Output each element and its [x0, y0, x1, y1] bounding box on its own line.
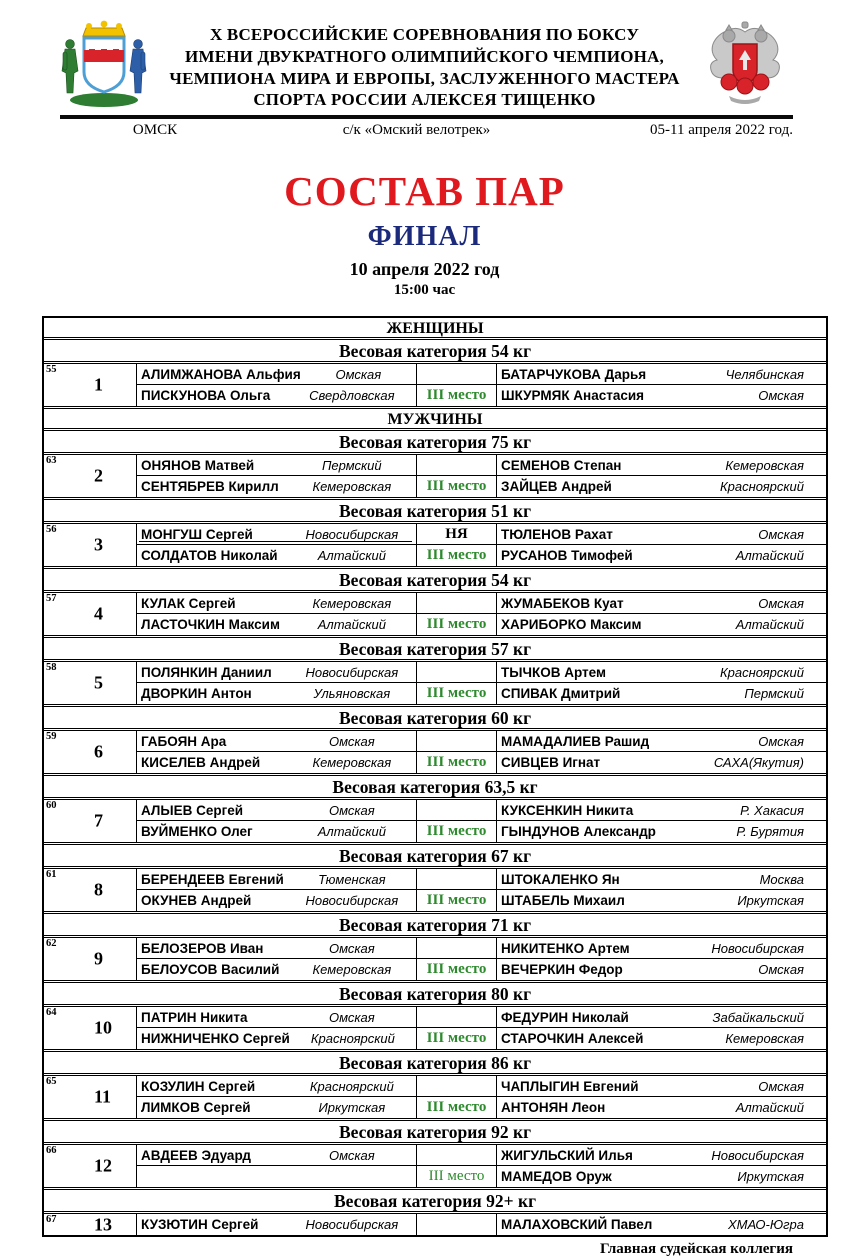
red-corner-fighter: [137, 1145, 416, 1166]
red-corner-fighter: [137, 1166, 416, 1187]
bout-corner-number: 59: [46, 731, 57, 742]
result-place-cell: [416, 752, 497, 773]
fighter-region: Омская: [758, 733, 804, 749]
blue-corner-fighter: [497, 1145, 826, 1166]
bout-number: 13: [94, 1214, 112, 1234]
competition-title-line: Х ВСЕРОССИЙСКИЕ СОРЕВНОВАНИЯ ПО БОКСУ: [209, 25, 639, 44]
blue-corner-fighter: [497, 1097, 826, 1118]
result-top-cell: [416, 364, 497, 385]
fighter-region: Омская: [758, 388, 804, 403]
fighter-region: Кемеровская: [312, 595, 392, 611]
fighter-region: Красноярский: [309, 1078, 394, 1094]
session-time: 15:00 час: [393, 282, 456, 298]
fighter-region: Омская: [758, 526, 804, 542]
bout-corner-number: 60: [46, 800, 57, 811]
bout-corner-number: 66: [46, 1145, 57, 1156]
fighter-region: Кемеровская: [725, 457, 804, 473]
bout-number: 11: [94, 1086, 112, 1107]
fighter-region: Омская: [328, 1009, 375, 1025]
bout-number: 12: [94, 1155, 112, 1176]
bout-corner-number: 62: [46, 938, 57, 949]
third-place-label: III место: [426, 547, 487, 563]
blue-corner-fighter: [497, 890, 826, 911]
fighter-region: Кемеровская: [725, 1031, 804, 1046]
blue-corner-fighter: [497, 524, 826, 545]
blue-corner-fighter: [497, 364, 826, 385]
competition-title-line: ЧЕМПИОНА МИРА И ЕВРОПЫ, ЗАСЛУЖЕННОГО МАСТЕРА: [169, 68, 680, 88]
fighter-name: СЕНТЯБРЕВ Кирилл: [141, 479, 279, 494]
bout-number: 5: [94, 672, 103, 693]
bout-number: 3: [94, 534, 103, 555]
red-corner-fighter: [137, 890, 416, 911]
weight-category-row: Весовая категория 63,5 кг: [44, 776, 826, 800]
result-place-cell: [416, 1166, 497, 1187]
bout-row: [44, 1214, 826, 1235]
fighter-region: Новосибирская: [711, 1147, 804, 1163]
bout-number-cell: [44, 1076, 137, 1118]
red-corner-fighter: [137, 662, 416, 683]
fighter-region: Челябинская: [725, 366, 804, 382]
result-top-cell: [416, 593, 497, 614]
fighter-name: ЛИМКОВ Сергей: [141, 1100, 251, 1115]
result-place-cell: [416, 890, 497, 911]
red-corner-fighter: [137, 476, 416, 497]
third-place-label: III место: [426, 1030, 487, 1046]
third-place-label: III место: [426, 616, 487, 632]
fighter-region: Кемеровская: [312, 479, 392, 494]
fighter-region: Новосибирская: [305, 893, 399, 908]
blue-corner-fighter: [497, 385, 826, 406]
fighter-region: Омская: [758, 595, 804, 611]
bout-row: [44, 869, 826, 914]
blue-corner-fighter: [497, 1028, 826, 1049]
third-place-label: III место: [426, 754, 487, 770]
blue-corner-fighter: [497, 662, 826, 683]
boxing-federation-eagle-icon: [693, 16, 797, 108]
fighter-region: Красноярский: [310, 1031, 395, 1046]
red-corner-fighter: [137, 545, 416, 566]
fighter-name: ШКУРМЯК Анастасия: [501, 388, 645, 403]
fighter-region: Р. Хакасия: [740, 802, 804, 818]
bout-row: [44, 938, 826, 983]
blue-corner-fighter: [497, 593, 826, 614]
fighter-region: ХМАО-Югра: [727, 1217, 804, 1232]
weight-category-row: Весовая категория 75 кг: [44, 431, 826, 455]
footer-signature: Главная судейская коллегия: [599, 1241, 793, 1257]
bout-row: [44, 593, 826, 638]
fighter-name: БЕЛОЗЕРОВ Иван: [141, 940, 264, 956]
red-corner-fighter: [137, 800, 416, 821]
bout-number-cell: [44, 869, 137, 911]
result-place-cell: [416, 821, 497, 842]
result-place-cell: [416, 476, 497, 497]
fighter-region: Красноярский: [720, 664, 804, 680]
result-top-cell: [416, 938, 497, 959]
fighter-name: ВЕЧЕРКИН Федор: [501, 962, 623, 977]
red-corner-fighter: [137, 1097, 416, 1118]
fighter-name: ПОЛЯНКИН Даниил: [141, 664, 272, 680]
result-place-cell: [416, 614, 497, 635]
red-corner-fighter: [137, 1028, 416, 1049]
blue-corner-fighter: [497, 821, 826, 842]
blue-corner-fighter: [497, 683, 826, 704]
bout-number-cell: [44, 364, 137, 406]
blue-corner-fighter: [497, 752, 826, 773]
competition-title-line: ИМЕНИ ДВУКРАТНОГО ОЛИМПИЙСКОГО ЧЕМПИОНА,: [185, 46, 664, 66]
event-city: ОМСК: [132, 122, 178, 138]
weight-category-row: Весовая категория 86 кг: [44, 1052, 826, 1076]
blue-corner-fighter: [497, 545, 826, 566]
bout-corner-number: 55: [46, 364, 57, 375]
fighter-region: Новосибирская: [305, 526, 399, 542]
third-place-label: III место: [426, 961, 487, 977]
blue-corner-fighter: [497, 476, 826, 497]
pairs-table: [42, 316, 828, 1237]
fighter-name: ГАБОЯН Ара: [141, 733, 227, 749]
fighter-name: ОКУНЕВ Андрей: [141, 893, 252, 908]
fighter-name: МАМЕДОВ Оруж: [501, 1169, 612, 1184]
weight-category-row: Весовая категория 92 кг: [44, 1121, 826, 1145]
result-place-cell: [416, 545, 497, 566]
blue-corner-fighter: [497, 614, 826, 635]
bout-number: 9: [94, 948, 103, 969]
bout-corner-number: 63: [46, 455, 57, 466]
red-corner-fighter: [137, 959, 416, 980]
fighter-name: ДВОРКИН Антон: [141, 686, 252, 701]
fighter-name: ТЮЛЕНОВ Рахат: [501, 526, 613, 542]
competition-title-line: СПОРТА РОССИИ АЛЕКСЕЯ ТИЩЕНКО: [253, 90, 596, 110]
fighter-name: МАМАДАЛИЕВ Рашид: [501, 733, 650, 749]
bout-corner-number: 64: [46, 1007, 57, 1018]
bout-row: [44, 524, 826, 569]
fighter-region: Кемеровская: [312, 962, 392, 977]
fighter-region: САХА(Якутия): [713, 755, 804, 770]
fighter-name: АЛИМЖАНОВА Альфия: [141, 366, 301, 382]
third-place-label: III место: [426, 1099, 487, 1115]
fighter-region: Иркутская: [737, 1169, 804, 1184]
fighter-name: КУЛАК Сергей: [141, 595, 236, 611]
fighter-name: КУЗЮТИН Сергей: [141, 1217, 259, 1232]
fighter-name: СПИВАК Дмитрий: [501, 686, 621, 701]
third-place-label: III место: [426, 685, 487, 701]
result-top-cell: [416, 1145, 497, 1166]
fighter-name: ЖУМАБЕКОВ Куат: [501, 595, 624, 611]
bout-number-cell: [44, 1214, 137, 1235]
red-corner-fighter: [137, 821, 416, 842]
bout-number: 10: [94, 1017, 112, 1038]
result-place-cell: [416, 1028, 497, 1049]
result-place-cell: [416, 959, 497, 980]
red-corner-fighter: [137, 683, 416, 704]
weight-category-row: Весовая категория 67 кг: [44, 845, 826, 869]
bout-row: [44, 800, 826, 845]
bout-corner-number: 57: [46, 593, 57, 604]
fighter-region: Тюменская: [318, 871, 386, 887]
red-corner-fighter: [137, 752, 416, 773]
page-header: [0, 0, 849, 111]
bout-row: [44, 455, 826, 500]
blue-corner-fighter: [497, 800, 826, 821]
fighter-region: Алтайский: [317, 824, 386, 839]
fighter-name: БЕЛОУСОВ Василий: [141, 962, 280, 977]
fighter-region: Омская: [328, 1147, 375, 1163]
blue-corner-fighter: [497, 938, 826, 959]
bout-corner-number: 58: [46, 662, 57, 673]
fighter-region: Новосибирская: [305, 1217, 399, 1232]
fighter-region: Новосибирская: [711, 940, 804, 956]
weight-category-row: Весовая категория 57 кг: [44, 638, 826, 662]
fighter-region: Алтайский: [317, 617, 386, 632]
fighter-region: Свердловская: [309, 388, 395, 403]
result-top-cell: [416, 1076, 497, 1097]
bout-row: [44, 1145, 826, 1190]
fighter-region: Омская: [328, 802, 375, 818]
third-place-label: III место: [426, 892, 487, 908]
fighter-region: Алтайский: [317, 548, 386, 563]
red-corner-fighter: [137, 593, 416, 614]
fighter-region: Омская: [335, 366, 382, 382]
result-top-cell: [416, 455, 497, 476]
fighter-name: ОНЯНОВ Матвей: [141, 457, 255, 473]
weight-category-row: Весовая категория 60 кг: [44, 707, 826, 731]
weight-category-row: Весовая категория 54 кг: [44, 340, 826, 364]
bout-number-cell: [44, 662, 137, 704]
fighter-region: Москва: [759, 871, 804, 887]
fighter-region: Забайкальский: [712, 1009, 804, 1025]
fighter-region: Иркутская: [737, 893, 804, 908]
fighter-name: НИЖНИЧЕНКО Сергей: [141, 1031, 290, 1046]
bout-number: 7: [94, 810, 103, 831]
result-top-cell: [416, 1214, 497, 1235]
third-place-label: III место: [426, 478, 487, 494]
fighter-name: ПАТРИН Никита: [141, 1009, 248, 1025]
red-corner-fighter: [137, 455, 416, 476]
fighter-region: Иркутская: [318, 1100, 386, 1115]
fighter-name: СЕМЕНОВ Степан: [501, 457, 622, 473]
fighter-name: КУКСЕНКИН Никита: [501, 802, 634, 818]
fighter-region: Новосибирская: [305, 664, 399, 680]
result-top-cell: [416, 800, 497, 821]
fighter-region: Алтайский: [735, 548, 804, 563]
bout-row: [44, 662, 826, 707]
bout-row: [44, 1007, 826, 1052]
red-corner-fighter: [137, 938, 416, 959]
fighter-name: ГЫНДУНОВ Александр: [501, 824, 656, 839]
fighter-region: Алтайский: [735, 1100, 804, 1115]
fighter-name: СОЛДАТОВ Николай: [141, 548, 278, 563]
bout-number-cell: [44, 1007, 137, 1049]
fighter-name: ФЕДУРИН Николай: [501, 1009, 629, 1025]
fighter-name: ТЫЧКОВ Артем: [501, 664, 606, 680]
fighter-name: АЛЫЕВ Сергей: [141, 802, 244, 818]
fighter-name: ПИСКУНОВА Ольга: [141, 388, 271, 403]
third-place-label: III место: [428, 1168, 485, 1184]
fighter-name: НИКИТЕНКО Артем: [501, 940, 630, 956]
gender-header-row: МУЖЧИНЫ: [44, 409, 826, 431]
event-info-row: [60, 122, 793, 139]
bout-row: [44, 731, 826, 776]
red-corner-fighter: [137, 524, 416, 545]
result-top-cell: НЯ: [416, 524, 497, 545]
result-place-cell: [416, 683, 497, 704]
bout-number-cell: [44, 938, 137, 980]
red-corner-fighter: [137, 364, 416, 385]
bout-corner-number: 67: [46, 1214, 57, 1225]
red-corner-fighter: [137, 1214, 416, 1235]
fighter-name: РУСАНОВ Тимофей: [501, 548, 633, 563]
bout-number-cell: [44, 593, 137, 635]
fighter-name: КИСЕЛЕВ Андрей: [141, 755, 261, 770]
bout-corner-number: 56: [46, 524, 57, 535]
fighter-name: ЧАПЛЫГИН Евгений: [501, 1078, 639, 1094]
bout-row: [44, 364, 826, 409]
bout-number-cell: [44, 455, 137, 497]
weight-category-row: Весовая категория 51 кг: [44, 500, 826, 524]
weight-category-row: Весовая категория 71 кг: [44, 914, 826, 938]
fighter-name: ЛАСТОЧКИН Максим: [141, 617, 280, 632]
fighter-region: Омская: [758, 1078, 804, 1094]
red-corner-fighter: [137, 731, 416, 752]
result-place-cell: [416, 1097, 497, 1118]
fighter-name: ХАРИБОРКО Максим: [501, 617, 642, 632]
bout-number: 1: [94, 374, 103, 395]
result-top-cell: [416, 869, 497, 890]
fighter-region: Р. Бурятия: [736, 824, 804, 839]
weight-category-row: Весовая категория 80 кг: [44, 983, 826, 1007]
red-corner-fighter: [137, 869, 416, 890]
blue-corner-fighter: [497, 731, 826, 752]
event-venue: с/к «Омский велотрек»: [342, 122, 491, 138]
fighter-name: АНТОНЯН Леон: [501, 1100, 606, 1115]
blue-corner-fighter: [497, 869, 826, 890]
result-top-cell: [416, 1007, 497, 1028]
fighter-name: ЗАЙЦЕВ Андрей: [501, 479, 612, 494]
gender-header-row: ЖЕНЩИНЫ: [44, 318, 826, 340]
result-top-cell: [416, 662, 497, 683]
fighter-region: Ульяновская: [313, 686, 391, 701]
third-place-label: III место: [426, 387, 487, 403]
red-corner-fighter: [137, 614, 416, 635]
fighter-name: БЕРЕНДЕЕВ Евгений: [141, 871, 284, 887]
bout-number: 6: [94, 741, 103, 762]
fighter-name: ЖИГУЛЬСКИЙ Илья: [501, 1147, 633, 1163]
fighter-region: Омская: [328, 940, 375, 956]
stage-title: ФИНАЛ: [367, 221, 482, 252]
bout-number-cell: [44, 731, 137, 773]
fighter-name: АВДЕЕВ Эдуард: [141, 1147, 251, 1163]
fighter-region: Пермский: [322, 457, 382, 473]
bout-number-cell: [44, 524, 137, 566]
fighter-region: Красноярский: [720, 479, 804, 494]
fighter-region: Омская: [758, 962, 804, 977]
fighter-name: МАЛАХОВСКИЙ Павел: [501, 1217, 653, 1232]
bout-row: [44, 1076, 826, 1121]
fighter-name: ВУЙМЕНКО Олег: [141, 824, 253, 839]
bout-number-cell: [44, 1145, 137, 1187]
bout-number-cell: [44, 800, 137, 842]
fighter-name: БАТАРЧУКОВА Дарья: [501, 366, 647, 382]
event-dates: 05-11 апреля 2022 год.: [650, 122, 793, 138]
competition-title: [156, 16, 693, 111]
blue-corner-fighter: [497, 1214, 826, 1235]
fighter-name: СТАРОЧКИН Алексей: [501, 1031, 644, 1046]
session-date: 10 апреля 2022 год: [349, 259, 500, 279]
red-corner-fighter: [137, 1076, 416, 1097]
weight-category-row: Весовая категория 54 кг: [44, 569, 826, 593]
fighter-name: ШТОКАЛЕНКО Ян: [501, 871, 620, 887]
bout-number: 8: [94, 879, 103, 900]
red-corner-fighter: [137, 1007, 416, 1028]
fighter-region: Пермский: [744, 686, 804, 701]
blue-corner-fighter: [497, 455, 826, 476]
result-place-cell: [416, 385, 497, 406]
third-place-label: III место: [426, 823, 487, 839]
fighter-name: СИВЦЕВ Игнат: [501, 755, 601, 770]
omsk-coat-of-arms-icon: [52, 16, 156, 108]
blue-corner-fighter: [497, 1166, 826, 1187]
bout-corner-number: 65: [46, 1076, 57, 1087]
bout-number: 4: [94, 603, 103, 624]
bout-number: 2: [94, 465, 103, 486]
red-corner-fighter: [137, 385, 416, 406]
fighter-region: Кемеровская: [312, 755, 392, 770]
document-title: СОСТАВ ПАР: [284, 168, 565, 214]
blue-corner-fighter: [497, 1076, 826, 1097]
header-divider: [60, 115, 793, 119]
bout-corner-number: 61: [46, 869, 57, 880]
fighter-name: ШТАБЕЛЬ Михаил: [501, 893, 625, 908]
fighter-region: Алтайский: [735, 617, 804, 632]
blue-corner-fighter: [497, 1007, 826, 1028]
weight-category-row: Весовая категория 92+ кг: [44, 1190, 826, 1214]
fighter-name: КОЗУЛИН Сергей: [141, 1078, 256, 1094]
fighter-name: МОНГУШ Сергей: [141, 526, 253, 542]
blue-corner-fighter: [497, 959, 826, 980]
fighter-region: Омская: [328, 733, 375, 749]
result-top-cell: [416, 731, 497, 752]
